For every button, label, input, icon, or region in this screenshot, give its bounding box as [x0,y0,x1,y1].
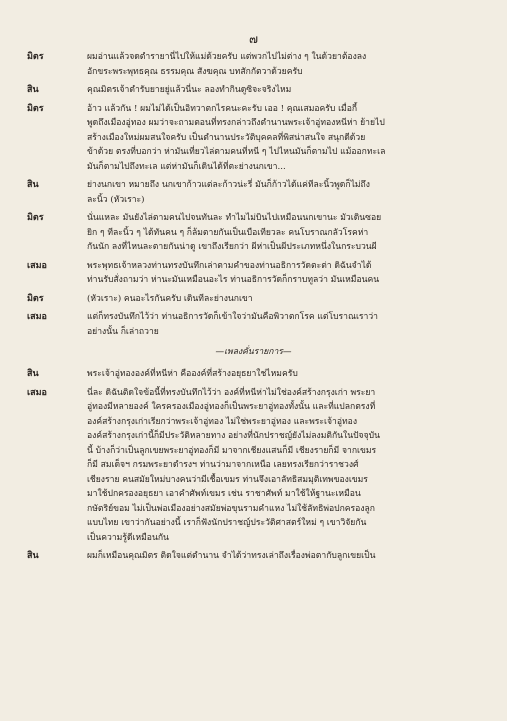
dialogue-line: องค์สร้างกรุงเก่าเรียกว่าพระเจ้าอู่ทอง ไม่ใช่พระยาอู่ทอง และพระเจ้าอู่ทอง [87,416,358,427]
dialogue-line: องค์สร้างกรุงเก่านี้ก็มีประวัติหลายทาง อย่างที่นักปราชญ์ยังไม่ลงมติกันในปัจจุบัน [87,431,380,441]
dialogue-text [87,178,472,207]
dialogue-text [87,50,472,79]
dialogue-row [0,50,507,79]
song-interlude-title: —เพลงคั่นรายการ— [215,347,292,357]
dialogue-line: ยิก ๆ ทีละนิ้ว ๆ ได้ทันคน ๆ ก็ล้มตายกันเป็นเบือเทียวละ คนโบราณกลัวโรคห่า [87,227,369,238]
dialogue-line: คุณมิตรเจ้าตำรับยายยู่แล้วนี่นะ ลองทำกินดูซิจะจริงไหม [87,85,292,95]
dialogue-line: ก็มี สมเด็จฯ กรมพระยาดำรงฯ ท่านว่ามาจากเหนือ เลยทรงเรียกว่าราชวงศ์ [87,460,359,470]
dialogue-text [87,259,472,288]
speaker-name: มิตร [27,103,44,114]
dialogue-line: ผมก็เหมือนคุณมิตร ติดใจแต่ตำนาน จำได้ว่าทรงเล่าถึงเรื่องพ่อตากับลูกเขยเป็น [87,551,376,561]
dialogue-text [87,310,472,339]
dialogue-line: ท่านรับสั่งถามว่า ห่านะมันเหมือนอะไร ท่านอธิการวัดก็กราบทูลว่า มันเหมือนคน [87,275,380,285]
dialogue-section-1 [0,50,507,339]
dialogue-row [0,211,507,255]
dialogue-line: มาใช้ปกครองอยุธยา เอาคำศัพท์เขมร เช่น ราชาศัพท์ มาใช้ให้ฐานะเหมือน [87,489,361,499]
dialogue-line: สร้างเมืองใหม่ผมสนใจครับ เป็นตำนานประวัติบุคคลที่พิสน่าสนใจ สนุกดีด้วย [87,132,366,143]
dialogue-transcript [0,50,507,568]
dialogue-line: อู่ทองมีหลายองค์ ใครครองเมืองอู่ทองก็เป็นพระยาอู่ทองทั้งนั้น และที่แปลกตรงที่ [87,402,376,412]
dialogue-line: แบบไทย เขาว่ากันอย่างนี้ เราก็ฟังนักปราชญ์ประวัติศาสตร์ใหม่ ๆ เขาวิจัยกัน [87,518,367,528]
speaker-name: เสมอ [27,312,47,322]
dialogue-text [87,367,472,382]
dialogue-row [0,549,507,564]
speaker-name: สิน [27,85,39,95]
dialogue-line: พระพุทธเจ้าหลวงท่านทรงบันทึกเล่าตามคำของท่านอธิการวัดตะต่า ดิฉันจำได้ [87,260,372,271]
speaker-name: สิน [27,369,39,379]
speaker-name: สิน [27,551,39,561]
dialogue-row [0,83,507,98]
speaker-name: มิตร [27,52,44,62]
dialogue-line: นี่ละ ดิฉันติดใจข้อนี้ที่ทรงบันทึกไว้ว่า องค์ที่หนีห่าไม่ใช่องค์สร้างกรุงเก่า พระยา [87,387,376,398]
dialogue-line: ข้าด้วย ตรงที่บอกว่า ห่ามันเที่ยวไล่ตามคนที่หนี ๆ ไปไหนมันก็ตามไป แม้ออกทะเล [87,147,386,157]
dialogue-row [0,292,507,307]
dialogue-row [0,102,507,175]
dialogue-row [0,386,507,546]
dialogue-text [87,386,472,546]
dialogue-text [87,83,472,98]
dialogue-row [0,310,507,339]
dialogue-line: พูดถึงเมืองอู่ทอง ผมว่าจะถามตอนที่ทรงกล่าวถึงตำนานพระเจ้าอู่ทองหนีห่า ย้ายไป [87,118,385,128]
dialogue-row [0,259,507,288]
page-number: ๗ [248,32,259,46]
dialogue-line: อ้าว แล้วกัน ! ผมไม่ได้เป็นอิทวาตกไรคนะคะรับ เออ ! คุณเสมอครับ เมื่อกี้ [87,103,358,114]
speaker-name: มิตร [27,213,44,223]
dialogue-line: พระเจ้าอู่ทององค์ที่หนีห่า คือองค์ที่สร้างอยุธยาใช่ไหมครับ [87,369,298,379]
dialogue-line: กษัตริย์ขอม ไม่เป็นพ่อเมืองอย่างสมัยพ่อขุนรามคำแหง ไม่ใช้ลัทธิพ่อปกครองลูก [87,503,375,514]
dialogue-line: แต่ก็ทรงบันทึกไว้ว่า ท่านอธิการวัดก็เข้าใจว่ามันคือพิวาตกโรค แต่โบราณเราว่า [87,312,378,322]
dialogue-line: อักขระพระพุทธคุณ ธรรมคุณ สังฆคุณ บทสักกัตวาด้วยครับ [87,66,303,77]
dialogue-row [0,367,507,382]
dialogue-text [87,211,472,255]
dialogue-line: เป็นความรู้ดีเหมือนกัน [87,532,169,543]
dialogue-line: ละนิ้ว (หัวเราะ) [87,194,145,205]
speaker-name: เสมอ [27,260,47,271]
dialogue-line: อย่างนั้น ก็เล่าถวาย [87,326,159,337]
dialogue-line: นี้ บ้างก็ว่าเป็นลูกเขยพระยาอู่ทองก็มี มาจากเชียงแสนก็มี เชียงรายก็มี จากเขมร [87,445,377,456]
dialogue-text [87,292,472,307]
dialogue-line: มันก็ตามไปถึงทะเล แต่ห่ามันก็เดินได้ที่ตะย่างนกเขา... [87,161,286,172]
speaker-name: เสมอ [27,387,47,398]
dialogue-line: ย่างนกเขา หมายถึง นกเขาก้าวแต่ละก้าวน่ะรี่ มันก็ก้าวได้แค่ทีละนิ้วพูดก็ไม่ถึง [87,180,370,190]
dialogue-text [87,549,472,564]
speaker-name: สิน [27,180,39,190]
dialogue-line: นั่นแหละ มันยังไล่ตามคนไปจนทันละ ทำไมไม่บินไปเหมือนนกเขานะ มัวเดินซอย [87,213,382,223]
dialogue-line: กันนัก ลงที่ไหนละตายกันน่าดู เขาถึงเรียกว่า ผีห่าเป็นผีประเภทหนึ่งในกระบวนผี [87,242,377,252]
dialogue-line: (หัวเราะ) คนอะไรกันครับ เดินทีละย่างนกเขา [87,293,253,304]
dialogue-section-2 [0,367,507,564]
dialogue-line: ผมอ่านแล้วจดตำรายานี่ไปให้แม่ด้วยครับ แต่พวกไปไม่ต่าง ๆ ในด้วยาต้องลง [87,52,367,62]
dialogue-line: เชียงราย คนสมัยใหม่บางคนว่ามีเชื้อเขมร ท่านจึงเอาลัทธิสมมุติเทพของเขมร [87,474,368,485]
speaker-name: มิตร [27,293,44,304]
dialogue-row [0,178,507,207]
dialogue-text [87,102,472,175]
